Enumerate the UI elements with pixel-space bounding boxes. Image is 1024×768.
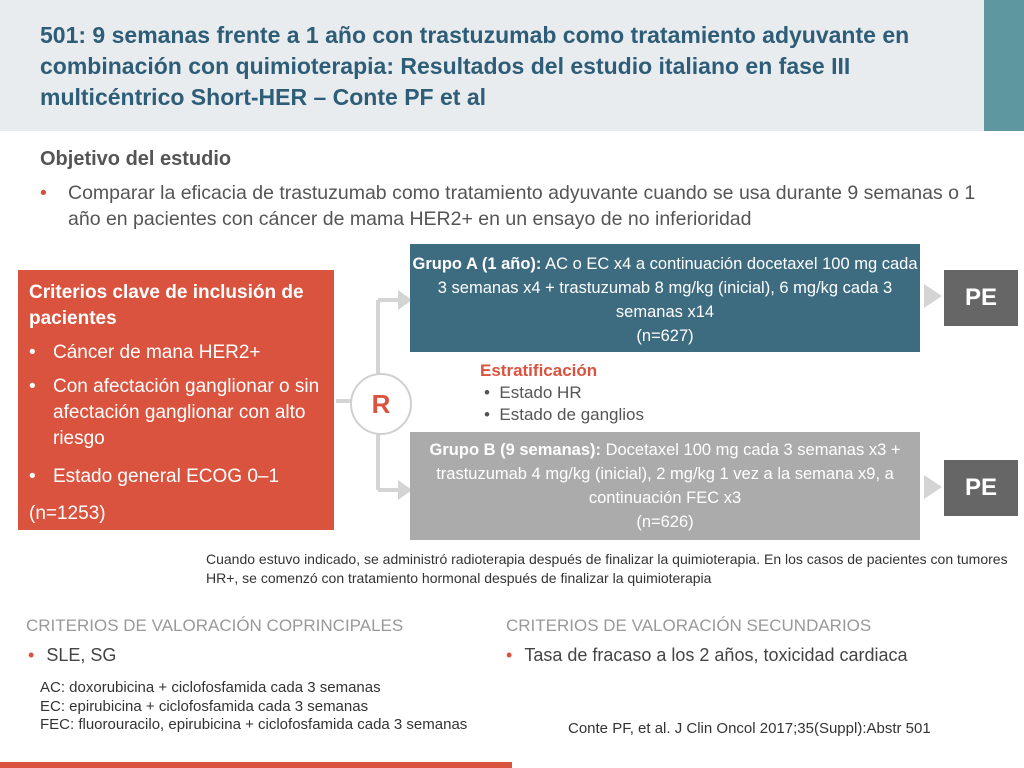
bullet-icon: • [28,645,35,665]
group-b-label: Grupo B (9 semanas): [429,441,601,459]
inclusion-criteria-box [18,270,334,530]
stratification-title: Estratificación [480,361,598,380]
group-b-n: (n=626) [636,513,694,531]
randomization-circle: R [350,373,412,435]
inclusion-criteria-title: Criterios clave de inclusión de pacientes [29,282,304,329]
abbreviation-line: EC: epirubicina + ciclofosfamida cada 3 semanas [40,697,369,715]
secondary-endpoint-item [506,645,908,666]
endpoint-box-a: PE [944,270,1018,326]
endpoint-box-b: PE [944,460,1018,516]
objective-bullet [40,180,990,232]
secondary-endpoints-heading: CRITERIOS DE VALORACIÓN SECUNDARIOS [506,616,872,635]
stratification-block [480,360,644,426]
radiotherapy-note: Cuando estuvo indicado, se administró radioterapia después de finalizar la quimioterapia. En los casos de pacientes con tumores HR+, se comenzó con tratamiento hormonal después de finalizar la quimioterapia [206,551,1008,586]
bullet-icon: • [506,645,513,665]
slide-title: 501: 9 semanas frente a 1 año con trastuzumab como tratamiento adyuvante en combinación con quimioterapia: Resultados del estudio italiano en fase III multicéntrico Short-HER – Conte PF et al [40,22,910,110]
criteria-item-text: Con afectación ganglionar o sin afectación ganglionar con alto riesgo [53,376,320,449]
reference-citation: Conte PF, et al. J Clin Oncol 2017;35(Suppl):Abstr 501 [568,720,931,737]
arrow-right-icon [922,475,944,499]
abbreviation-line: FEC: fluorouracilo, epirubicina + ciclofosfamida cada 3 semanas [40,716,468,733]
stratification-item: • Estado HR [484,383,582,402]
primary-endpoint-text: SLE, SG [46,645,117,665]
title-accent-bar [984,0,1024,131]
group-b-box [410,432,920,540]
group-a-label: Grupo A (1 año): [412,255,542,273]
stratification-item-text: Estado de ganglios [499,405,645,424]
abbreviation-line: AC: doxorubicina + ciclofosfamida cada 3 semanas [40,679,381,696]
criteria-item-text: Estado general ECOG 0–1 [53,466,280,487]
bottom-accent-bar [0,762,512,768]
criteria-sample-size: (n=1253) [29,503,106,524]
bullet-icon: • [29,466,36,487]
objective-heading: Objetivo del estudio [40,148,232,170]
abbreviations-block [40,679,467,735]
stratification-item-text: Estado HR [499,383,582,402]
bullet-icon: • [40,182,47,204]
primary-endpoints-heading: CRITERIOS DE VALORACIÓN COPRINCIPALES [26,616,404,635]
group-a-text: AC o EC x4 a continuación docetaxel 100 mg cada 3 semanas x4 + trastuzumab 8 mg/kg (inicial), 6 mg/kg cada 3 semanas x14 [437,255,918,321]
criteria-item [29,340,329,366]
stratification-item: • Estado de ganglios [484,405,645,424]
bullet-icon: • [29,342,36,363]
group-a-n: (n=627) [636,327,694,345]
group-a-box [410,244,920,352]
primary-endpoint-item [28,645,116,666]
bullet-icon: • [29,376,36,397]
group-b-text: Docetaxel 100 mg cada 3 semanas x3 + trastuzumab 4 mg/kg (inicial), 2 mg/kg 1 vez a la semana x9, a continuación FEC x3 [436,441,901,507]
criteria-item [29,374,329,452]
arrow-right-icon [922,284,944,308]
secondary-endpoint-text: Tasa de fracaso a los 2 años, toxicidad cardiaca [524,645,908,665]
objective-text: Comparar la eficacia de trastuzumab como tratamiento adyuvante cuando se usa durante 9 semanas o 1 año en pacientes con cáncer de mama HER2+ en un ensayo de no inferioridad [68,182,976,230]
criteria-item [29,464,329,490]
criteria-item-text: Cáncer de mana HER2+ [53,342,261,363]
